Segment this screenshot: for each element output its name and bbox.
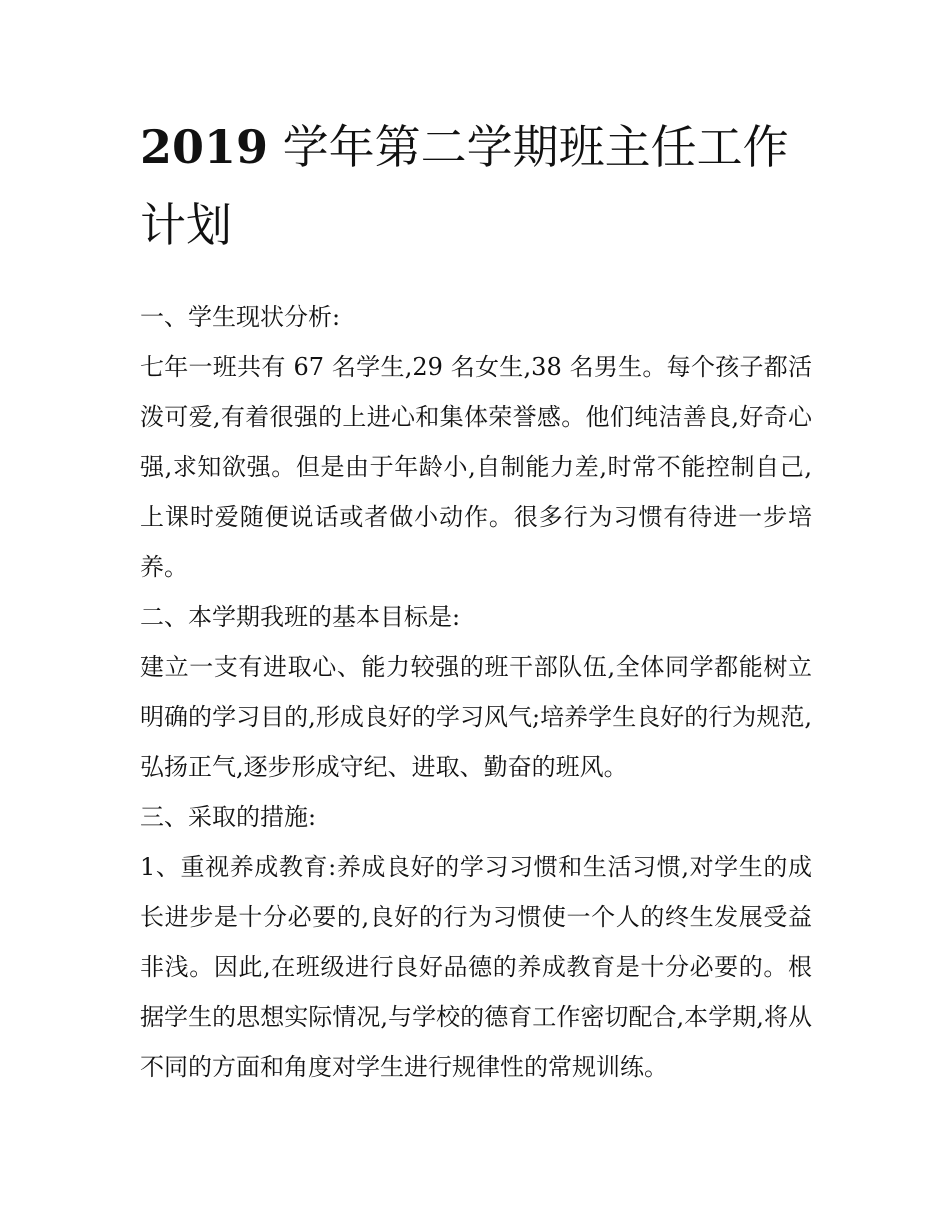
document-body [140,292,812,1092]
section-heading-basic-goals: 二、本学期我班的基本目标是: [140,603,461,631]
section-heading-student-analysis: 一、学生现状分析: [140,303,341,331]
title-text: 学年第二学期班主任工作计划 [140,120,789,252]
section-heading-measures: 三、采取的措施: [140,803,317,831]
paragraph-student-analysis: 七年一班共有 67 名学生,29 名女生,38 名男生。每个孩子都活泼可爱,有着很强的上进心和集体荣誉感。他们纯洁善良,好奇心强,求知欲强。但是由于年龄小,自制能力差,时常不能控制自己,上课时爱随便说话或者做小动作。很多行为习惯有待进一步培养。 [140,353,812,581]
paragraph-measure-1: 1、重视养成教育:养成良好的学习习惯和生活习惯,对学生的成长进步是十分必要的,良好的行为习惯使一个人的终生发展受益非浅。因此,在班级进行良好品德的养成教育是十分必要的。根据学生的思想实际情况,与学校的德育工作密切配合,本学期,将从不同的方面和角度对学生进行规律性的常规训练。 [140,853,812,1081]
document-content [140,108,812,1092]
title-year: 2019 [140,120,269,174]
document-title [140,108,812,264]
paragraph-basic-goals: 建立一支有进取心、能力较强的班干部队伍,全体同学都能树立明确的学习目的,形成良好的学习风气;培养学生良好的行为规范,弘扬正气,逐步形成守纪、进取、勤奋的班风。 [140,653,812,781]
